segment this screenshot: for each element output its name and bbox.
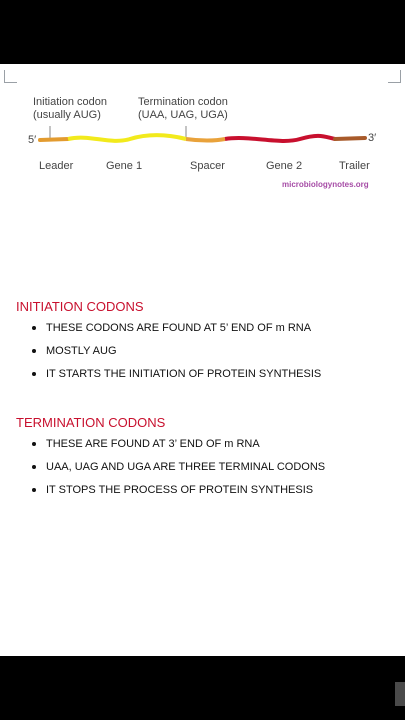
segment-label-leader: Leader bbox=[39, 160, 74, 172]
gene1-segment bbox=[68, 135, 186, 141]
list-item: MOSTLY AUG bbox=[16, 343, 396, 366]
initiation-codon-label: Initiation codon (usually AUG) bbox=[33, 96, 107, 121]
termination-codon-label: Termination codon (UAA, UAG, UGA) bbox=[138, 96, 228, 121]
gene2-segment bbox=[225, 136, 335, 141]
page-corner-mark-left bbox=[4, 70, 17, 83]
segment-label-trailer: Trailer bbox=[339, 160, 370, 172]
list-item: IT STARTS THE INITIATION OF PROTEIN SYNTHESIS bbox=[16, 366, 396, 389]
spacer-segment bbox=[186, 139, 225, 141]
list-item: THESE CODONS ARE FOUND AT 5’ END OF m RNA bbox=[16, 320, 396, 343]
five-prime-label: 5′ bbox=[28, 134, 37, 146]
termination-codons-section bbox=[16, 415, 396, 505]
mrna-diagram bbox=[0, 86, 405, 196]
section-heading: INITIATION CODONS bbox=[16, 299, 144, 314]
three-prime-label: 3′ bbox=[368, 132, 377, 144]
bullet-list bbox=[16, 320, 396, 389]
page-corner-mark-right bbox=[388, 70, 401, 83]
initiation-codons-section bbox=[16, 299, 396, 389]
list-item: THESE ARE FOUND AT 3’ END OF m RNA bbox=[16, 436, 396, 459]
channel-logo-icon bbox=[395, 682, 405, 706]
segment-label-gene2: Gene 2 bbox=[266, 160, 303, 172]
leader-segment bbox=[40, 139, 68, 140]
source-credit: microbiologynotes.org bbox=[282, 180, 369, 189]
section-heading: TERMINATION CODONS bbox=[16, 415, 166, 430]
trailer-segment bbox=[335, 138, 365, 139]
segment-label-gene1: Gene 1 bbox=[106, 160, 143, 172]
segment-label-spacer: Spacer bbox=[190, 160, 225, 172]
bullet-list bbox=[16, 436, 396, 505]
list-item: IT STOPS THE PROCESS OF PROTEIN SYNTHESIS bbox=[16, 482, 396, 505]
document-page bbox=[0, 64, 405, 656]
list-item: UAA, UAG AND UGA ARE THREE TERMINAL CODONS bbox=[16, 459, 396, 482]
